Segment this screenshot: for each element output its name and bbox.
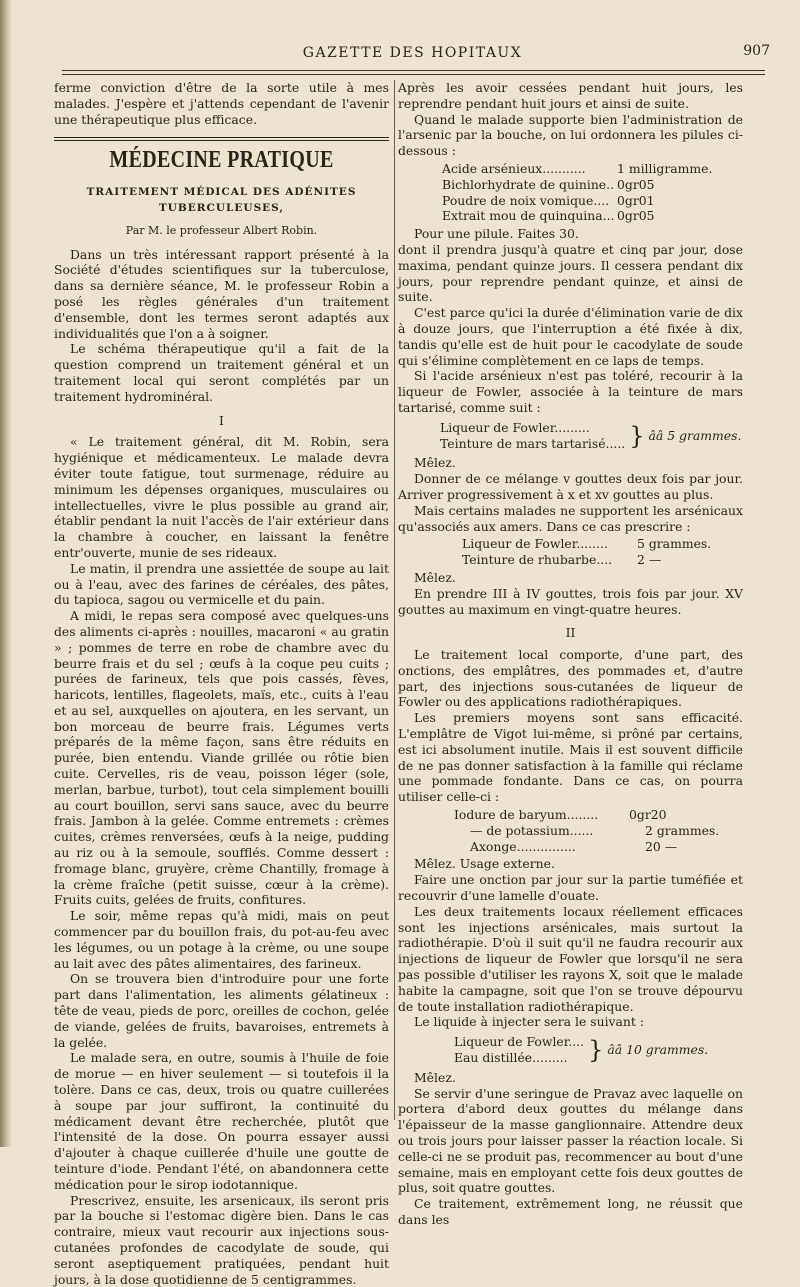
- section-divider: [54, 137, 389, 141]
- prescription-item: Eau distillée.........: [454, 1050, 568, 1066]
- paragraph: Le matin, il prendra une assiettée de soupe au lait ou à l'eau, avec des farines de céréales, des pâtes, du tapioca, sagou ou vermicelle et du pain.: [54, 560, 389, 608]
- paragraph: En prendre III à IV gouttes, trois fois par jour. XV gouttes au maximum en vingt-quatre heures.: [398, 585, 743, 617]
- paragraph: Dans un très intéressant rapport présenté à la Société d'études scientifiques sur la tuberculose, dans sa dernière séance, M. le professeur Robin a posé les règles générales d'un traitement d'ensemble, dont les termes seront adaptés aux individualités que l'on a à soigner.: [54, 246, 389, 341]
- prescription-row: Teinture de rhubarbe.... 2 —: [462, 552, 662, 568]
- prescription-brace: [454, 1034, 743, 1066]
- prescription-row: Extrait mou de quinquina... 0gr05: [442, 208, 655, 224]
- paragraph: A midi, le repas sera composé avec quelques-uns des aliments ci-après : nouilles, macaroni « au gratin » ; pommes de terre en robe de chambre avec du beurre frais et du sel ; œufs à la coque peu cuits ; purées de farineux, tels que pois cassés, fèves, haricots, lentilles, flageolets, maïs, etc., cuits à l'eau et au sel, auxquelles on ajoutera, en les servant, un bon morceau de beurre frais. Légumes verts préparés de la même façon, sans être réduits en purée, bien entendu. Viande grillée ou rôtie bien cuite. Cervelles, ris de veau, poisson léger (sole, merlan, barbue, turbot), tout cela simplement bouilli au court bouillon, servi sans sauce, avec du beurre frais. Jambon à la gelée. Comme entremets : crèmes cuites, crèmes renversées, œufs à la neige, pudding au riz ou à la semoule, soufflés. Comme dessert : fromage blanc, gruyère, crème Chantilly, fromage à la crème fraîche (petit suisse, cœur à la crème). Fruits cuits, gelées de fruits, confitures.: [54, 608, 389, 908]
- prescription-row: Axonge............... 20 —: [470, 838, 678, 854]
- paragraph: Pour une pilule. Faites 30.: [414, 226, 579, 242]
- prescription-row: Iodure de baryum........ 0gr20: [454, 807, 667, 823]
- page-number: 907: [743, 43, 770, 59]
- left-column: [54, 80, 389, 1287]
- article-author: Par M. le professeur Albert Robin.: [125, 223, 318, 237]
- prescription-row: Bichlorhydrate de quinine.. 0gr05: [442, 176, 655, 192]
- paragraph: Le soir, même repas qu'à midi, mais on peut commencer par du bouillon frais, du pot-au-feu avec les légumes, ou un potage à la crème, ou une soupe au lait avec des pâtes alimentaires, des farineux.: [54, 908, 389, 971]
- roman-numeral-heading: II: [565, 625, 576, 641]
- paragraph: Après les avoir cessées pendant huit jours, les reprendre pendant huit jours et ainsi de suite.: [398, 80, 743, 111]
- prescription-row: Acide arsénieux........... 1 milligramme.: [442, 160, 713, 176]
- prescription-row: Poudre de noix vomique.... 0gr01: [442, 192, 655, 208]
- prescription-list: [462, 536, 743, 568]
- paragraph: Mêlez. Usage externe.: [414, 856, 555, 872]
- paragraph: Mêlez.: [414, 1069, 456, 1085]
- paragraph: Le schéma thérapeutique qu'il a fait de la question comprend un traitement général et un traitement local qui seront complétés par un traitement hydrominéral.: [54, 341, 389, 404]
- prescription-item: Liqueur de Fowler....: [454, 1034, 585, 1050]
- prescription-brace: [440, 420, 743, 452]
- paragraph: Ce traitement, extrêmement long, ne réussit que dans les: [398, 1196, 743, 1227]
- paragraph: On se trouvera bien d'introduire pour une forte part dans l'alimentation, les aliments gélatineux : tête de veau, pieds de porc, oreilles de cochon, gelée de viande, gelées de fruits, bavaroises, entremets à la gelée.: [54, 971, 389, 1050]
- prescription-item: Teinture de mars tartarisé.....: [440, 435, 626, 451]
- header-rule-2: [62, 74, 765, 75]
- paragraph: Donner de ce mélange v gouttes deux fois par jour. Arriver progressivement à x et xv gouttes au plus.: [398, 471, 743, 502]
- paragraph: Prescrivez, ensuite, les arsenicaux, ils seront pris par la bouche si l'estomac digère bien. Dans le cas contraire, mieux vaut recourir aux injections sous-cutanées profondes de cacodylate de soude, qui seront aseptiquement pratiquées, pendant huit jours, à la dose quotidienne de 5 centigrammes.: [54, 1192, 389, 1287]
- brace-symbol: }: [588, 1036, 604, 1065]
- paragraph: Le malade sera, en outre, soumis à l'huile de foie de morue — en hiver seulement — si toutefois il la tolère. Dans ce cas, deux, trois ou quatre cuillerées à soupe par jour suffiront, la continuité du médicament devant être recherchée, plutôt que l'intensité de la dose. On pourra essayer aussi d'ajouter à chaque cuillerée d'huile une goutte de teinture d'iode. Pendant l'été, on abandonnera cette médication pour le sirop iodotannique.: [54, 1050, 389, 1192]
- roman-numeral-heading: I: [219, 412, 224, 428]
- prescription-list: [454, 807, 743, 854]
- paragraph: Mais certains malades ne supportent les arsénicaux qu'associés aux amers. Dans ce cas prescrire :: [398, 502, 743, 534]
- page-header: [55, 42, 770, 66]
- prescription-dose: ââ 10 grammes.: [607, 1042, 709, 1058]
- header-rule: [62, 70, 765, 71]
- paragraph: Se servir d'une seringue de Pravaz avec laquelle on portera d'abord deux gouttes du mélange dans l'épaisseur de la masse ganglionnaire. Attendre deux ou trois jours pour laisser passer la réaction locale. Si celle-ci ne se produit pas, recommencer au bout d'une semaine, mais en employant cette fois deux gouttes de plus, soit quatre gouttes.: [398, 1085, 743, 1196]
- brace-symbol: }: [629, 421, 645, 450]
- header-title: GAZETTE DES HOPITAUX: [302, 45, 523, 61]
- paragraph: dont il prendra jusqu'à quatre et cinq par jour, dose maxima, pendant quinze jours. Il cessera pendant dix jours, pour reprendre pendant quinze, et ainsi de suite.: [398, 241, 743, 305]
- prescription-row: Liqueur de Fowler........ 5 grammes.: [462, 536, 712, 552]
- paragraph: Si l'acide arsénieux n'est pas toléré, recourir à la liqueur de Fowler, associée à la teinture de mars tartarisé, comme suit :: [398, 368, 743, 415]
- paragraph: Quand le malade supporte bien l'administration de l'arsenic par la bouche, on lui ordonnera les pilules ci-dessous :: [398, 111, 743, 159]
- paragraph: Faire une onction par jour sur la partie tuméfiée et recouvrir d'une lamelle d'ouate.: [398, 872, 743, 904]
- paragraph: C'est parce qu'ici la durée d'élimination varie de dix à douze jours, que l'interruption a été fixée à dix, tandis qu'elle est de huit pour le cacodylate de soude qui s'élimine complètement en ce laps de temps.: [398, 305, 743, 368]
- prescription-dose: ââ 5 grammes.: [648, 427, 742, 443]
- intro-paragraph: ferme conviction d'être de la sorte utile à mes malades. J'espère et j'attends cependant de l'avenir une thérapeutique plus efficace.: [54, 80, 389, 127]
- paragraph: Mêlez.: [414, 569, 456, 585]
- paragraph: « Le traitement général, dit M. Robin, sera hygiénique et médicamenteux. Le malade devra éviter toute fatigue, tout surmenage, réduire au minimum les dépenses organiques, musculaires ou intellectuelles, vivre le plus possible au grand air, établir pendant la nuit l'accès de l'air extérieur dans la chambre à coucher, en laissant la fenêtre entr'ouverte, munie de ses rideaux.: [54, 434, 389, 560]
- page-binding-edge: [0, 0, 12, 1147]
- paragraph: Les premiers moyens sont sans efficacité. L'emplâtre de Vigot lui-même, si prôné par certains, est ici absolument inutile. Mais il est souvent difficile de ne pas donner satisfaction à la famille qui réclame une pommade fondante. Dans ce cas, on pourra utiliser celle-ci :: [398, 710, 743, 805]
- article-title: TRAITEMENT MÉDICAL DES ADÉNITES TUBERCULEUSES,: [86, 186, 357, 214]
- prescription-list: [442, 161, 743, 224]
- paragraph: Le traitement local comporte, d'une part, des onctions, des emplâtres, des pommades et, d'autre part, des injections sous-cutanées de liqueur de Fowler ou des applications radiothérapiques.: [398, 647, 743, 710]
- paragraph: Mêlez.: [414, 455, 456, 471]
- paragraph: Les deux traitements locaux réellement efficaces sont les injections arsénicales, mais surtout la radiothérapie. D'où il suit qu'il ne faudra recourir aux injections de liqueur de Fowler que lorsqu'il ne sera pas possible d'utiliser les rayons X, soit que le malade habite la campagne, soit que l'on se trouve dépourvu de toute installation radiothérapique.: [398, 903, 743, 1014]
- right-column: [398, 80, 743, 1228]
- prescription-item: Liqueur de Fowler.........: [440, 419, 590, 435]
- section-title: MÉDECINE PRATIQUE: [109, 147, 334, 174]
- paragraph: Le liquide à injecter sera le suivant :: [414, 1014, 644, 1030]
- column-separator: [394, 80, 395, 1120]
- prescription-row: — de potassium...... 2 grammes.: [470, 822, 720, 838]
